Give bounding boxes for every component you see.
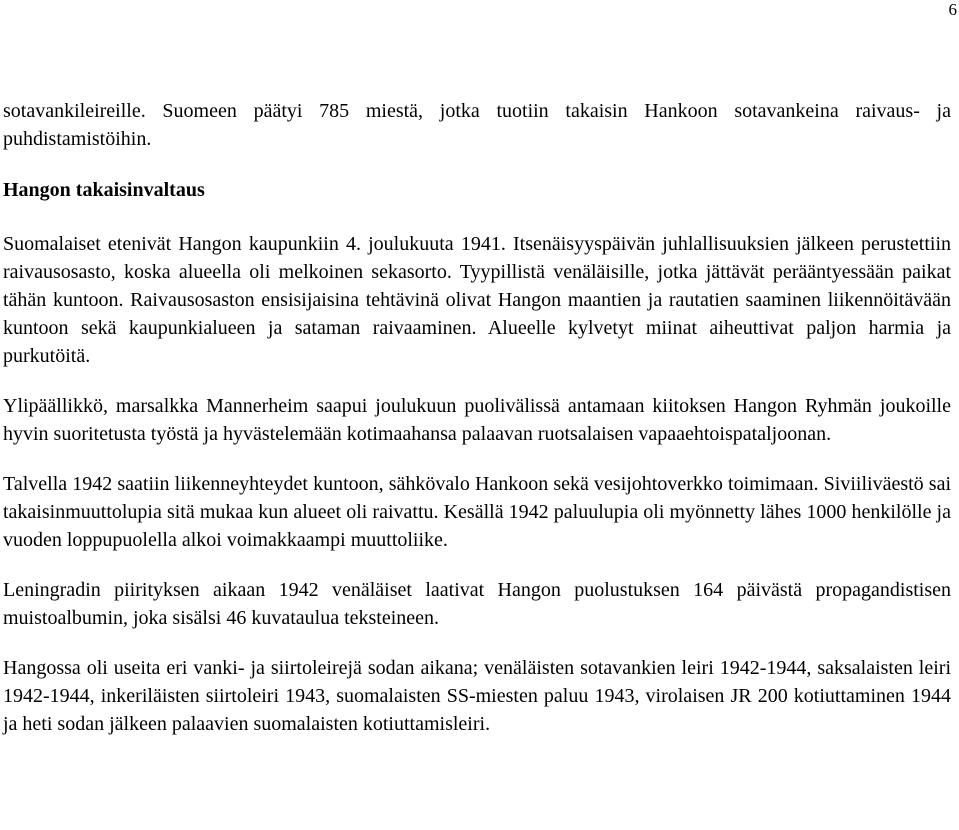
paragraph-leningrad: Leningradin piirityksen aikaan 1942 venäläiset laativat Hangon puolustuksen 164 päivästä propagandistisen muistoalbumin, joka sisälsi 46 kuvataulua teksteineen. [3, 579, 951, 629]
paragraph-intro: sotavankileireille. Suomeen päätyi 785 miestä, jotka tuotiin takaisin Hankoon sotavankeina raivaus- ja puhdistamistöihin. [3, 100, 951, 150]
page-number: 6 [948, 0, 957, 19]
section-heading: Hangon takaisinvaltaus [3, 179, 205, 201]
paragraph-mannerheim: Ylipäällikkö, marsalkka Mannerheim saapui joulukuun puolivälissä antamaan kiitoksen Hangon Ryhmän joukoille hyvin suoritetusta työstä ja hyvästelemään kotimaahansa palaavan ruotsalaisen vapaaehtoispataljoonan. [3, 395, 951, 445]
paragraph-winter-1942: Talvella 1942 saatiin liikenneyhteydet kuntoon, sähkövalo Hankoon sekä vesijohtoverkko toimimaan. Siviiliväestö sai takaisinmuuttolupia sitä mukaa kun alueet oli raivattu. Kesällä 1942 paluulupia oli myönnetty lähes 1000 henkilölle ja vuoden loppupuolella alkoi voimakkaampi muuttoliike. [3, 473, 951, 551]
document-body [3, 97, 951, 760]
paragraph-camps: Hangossa oli useita eri vanki- ja siirtoleirejä sodan aikana; venäläisten sotavankien leiri 1942-1944, saksalaisten leiri 1942-1944, inkeriläisten siirtoleiri 1943, suomalaisten SS-miesten paluu 1943, virolaisen JR 200 kotiuttaminen 1944 ja heti sodan jälkeen palaavien suomalaisten kotiuttamisleiri. [3, 657, 951, 735]
paragraph-advance: Suomalaiset etenivät Hangon kaupunkiin 4. joulukuuta 1941. Itsenäisyyspäivän juhlallisuuksien jälkeen perustettiin raivausosasto, koska alueella oli melkoinen sekasorto. Tyypillistä venäläisille, jotka jättävät perääntyessään paikat tähän kuntoon. Raivausosaston ensisijaisina tehtävinä olivat Hangon maantien ja rautatien saaminen liikennöitävään kuntoon sekä kaupunkialueen ja sataman raivaaminen. Alueelle kylvetyt miinat aiheuttivat paljon harmia ja purkutöitä. [3, 233, 951, 367]
